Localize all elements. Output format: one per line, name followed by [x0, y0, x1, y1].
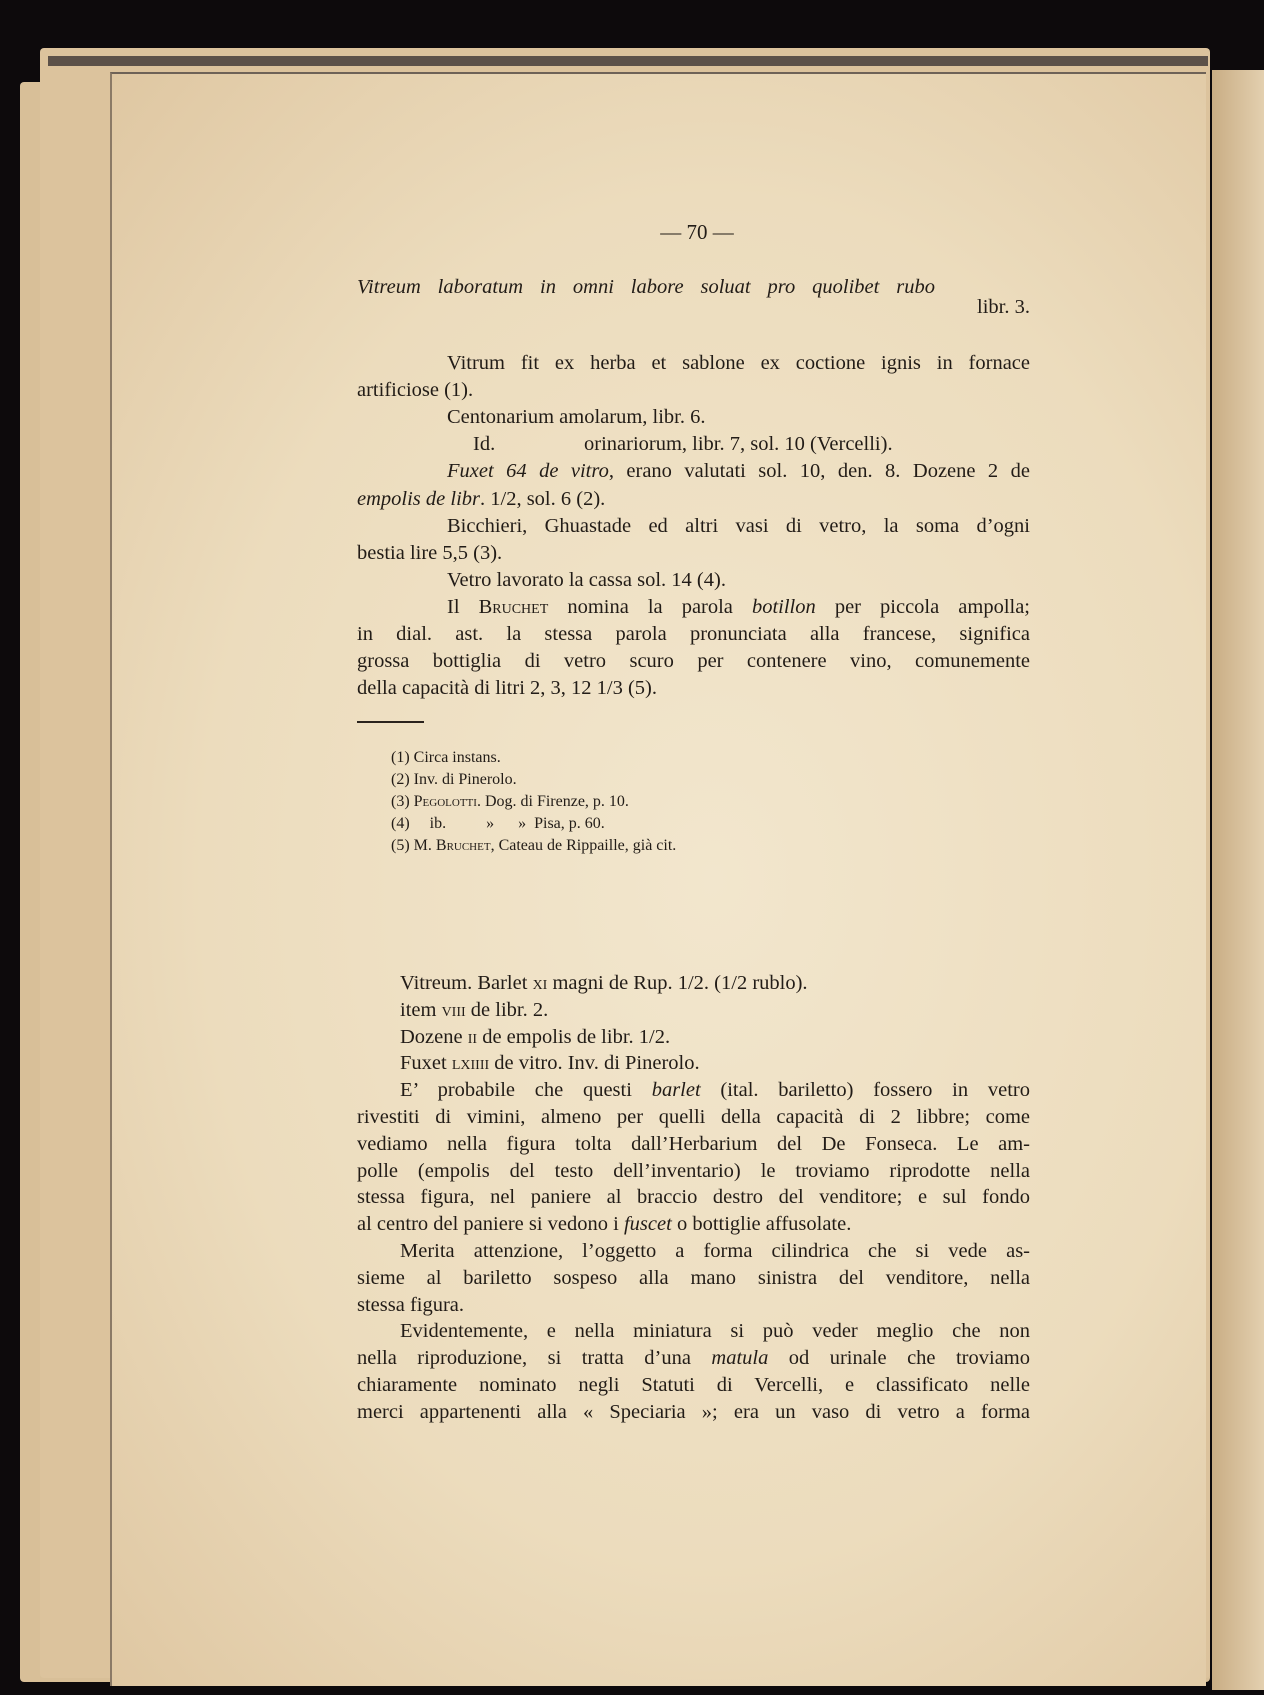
text-line [357, 1211, 1030, 1238]
text-segment: rivestiti di vimini, almeno per quelli della capacità di 2 libbre; come [357, 1106, 1030, 1128]
text-line [400, 997, 1030, 1024]
text-line [357, 1184, 1030, 1211]
text-segment: stessa figura. [357, 1293, 465, 1316]
text-segment: nella riproduzione, si tratta d’una [357, 1347, 712, 1370]
text-segment: magni de Rup. 1/2. (1/2 rublo). [547, 972, 808, 994]
text-line [357, 648, 1030, 675]
facing-page-edge [1212, 70, 1264, 1690]
text-segment: o bottiglie affusolate. [671, 1213, 852, 1236]
text-segment: artificiose (1). [357, 379, 474, 402]
text-segment: orinariorum, libr. 7, sol. 10 (Vercelli). [584, 433, 893, 456]
text-segment: bestia lire 5,5 (3). [357, 541, 503, 564]
page-shadow-band [48, 56, 1208, 66]
text-segment: (3) [391, 793, 414, 810]
smallcaps-segment: Bruchet [478, 595, 549, 618]
text-line [357, 1292, 1030, 1319]
smallcaps-segment: viii [441, 998, 466, 1021]
text-segment: Vetro lavorato la cassa sol. 14 (4). [447, 568, 726, 591]
text-segment: de vitro. Inv. di Pinerolo. [489, 1052, 700, 1075]
text-segment: Vitreum. Barlet [400, 972, 533, 994]
text-segment: grossa bottiglia di vetro scuro per contenere vino, comunemente [357, 650, 1030, 673]
text-segment: Merita attenzione, l’oggetto a forma cilindrica che si vede as- [400, 1240, 1030, 1262]
book-page [110, 72, 1206, 1686]
text-segment: . Dog. di Firenze, p. 10. [476, 793, 629, 810]
italic-segment: Fuxet 64 de vitro [447, 460, 609, 483]
text-segment: Dozene [400, 1025, 468, 1048]
smallcaps-segment: Pegolotti [413, 793, 477, 810]
text-segment: E’ probabile che questi [400, 1079, 652, 1102]
text-segment: in dial. ast. la stessa parola pronunciata alla francese, significa [357, 623, 1030, 645]
text-segment: Il [447, 595, 479, 618]
text-segment: al centro del paniere si vedono i [357, 1213, 624, 1236]
text-line [357, 1399, 1030, 1426]
text-line [357, 1131, 1030, 1158]
text-segment: . 1/2, sol. 6 (2). [480, 487, 606, 510]
heading-line: Vitreum laboratum in omni labore soluat pro quolibet rubo [357, 276, 935, 298]
footnote [391, 769, 517, 791]
footnote [391, 835, 676, 857]
text-line [447, 458, 1030, 485]
text-line [400, 1024, 1030, 1051]
text-segment: vediamo nella figura tolta dall’Herbarium del De Fonseca. Le am- [357, 1132, 1030, 1155]
text-line [447, 567, 1030, 594]
text-segment: (2) Inv. di Pinerolo. [391, 771, 517, 788]
text-line [447, 350, 1030, 377]
text-segment: Evidentemente, e nella miniatura si può veder meglio che non [400, 1320, 1030, 1343]
text-segment: od urinale che troviamo [768, 1347, 1030, 1370]
text-segment: item [400, 998, 442, 1021]
text-segment: de libr. 2. [465, 998, 549, 1021]
text-line [357, 377, 1030, 404]
text-segment: , erano valutati sol. 10, den. 8. Dozene 2 de [608, 460, 1030, 483]
footnote-rule [357, 721, 424, 723]
footnote [391, 813, 605, 835]
text-segment: de empolis de libr. 1/2. [477, 1025, 671, 1048]
text-segment: Vitrum fit ex herba et sablone ex coctione ignis in fornace [447, 352, 1030, 374]
text-segment: (5) M. [391, 837, 436, 854]
text-line [400, 1238, 1030, 1265]
text-segment: Id. [473, 433, 496, 456]
text-segment: sieme al bariletto sospeso alla mano sinistra del venditore, nella [357, 1266, 1030, 1289]
text-line [400, 1318, 1030, 1345]
text-segment: polle (empolis del testo dell’inventario) le troviamo riprodotte nella [357, 1159, 1030, 1182]
text-segment: stessa figura, nel paniere al braccio destro del venditore; e sul fondo [357, 1186, 1030, 1209]
text-line [357, 540, 1030, 567]
text-line [357, 1265, 1030, 1292]
text-segment: chiaramente nominato negli Statuti di Vercelli, e classificato nelle [357, 1374, 1030, 1396]
text-line [357, 675, 1030, 702]
text-line [357, 1372, 1030, 1399]
text-line [400, 1050, 1030, 1077]
text-segment: , Cateau de Rippaille, già cit. [490, 837, 677, 854]
text-segment: Centonarium amolarum, libr. 6. [447, 406, 706, 429]
smallcaps-segment: xi [532, 972, 548, 994]
text-line [357, 1104, 1030, 1131]
smallcaps-segment: ii [467, 1025, 478, 1048]
text-line [400, 970, 1030, 997]
text-segment: Bicchieri, Ghuastade ed altri vasi di vetro, la soma d’ogni [447, 514, 1030, 537]
text-line [400, 1077, 1030, 1104]
smallcaps-segment: lxiiii [451, 1052, 490, 1075]
text-line [447, 594, 1030, 621]
italic-segment: matula [711, 1347, 769, 1370]
page-number: — 70 — [660, 220, 734, 244]
footnote [391, 791, 629, 813]
italic-segment: fuscet [623, 1213, 672, 1236]
footnote [391, 747, 501, 769]
text-line [447, 513, 1030, 540]
italic-segment: empolis de libr [357, 487, 480, 510]
text-line [357, 621, 1030, 648]
text-segment: (1) Circa instans. [391, 749, 501, 766]
heading-price: libr. 3. [977, 296, 1030, 318]
italic-segment: barlet [651, 1079, 701, 1102]
text-segment: nomina la parola [548, 595, 752, 618]
text-line [357, 1158, 1030, 1185]
text-line [447, 404, 1030, 431]
text-segment: (ital. bariletto) fossero in vetro [700, 1079, 1030, 1102]
text-segment: merci appartenenti alla « Speciaria »; era un vaso di vetro a forma [357, 1400, 1030, 1423]
text-segment: Fuxet [400, 1052, 452, 1075]
text-line [357, 1345, 1030, 1372]
text-segment: per piccola ampolla; [815, 595, 1030, 618]
italic-segment: botillon [751, 595, 816, 618]
smallcaps-segment: Bruchet [435, 837, 491, 854]
text-line [357, 486, 1030, 513]
text-segment: della capacità di litri 2, 3, 12 1/3 (5). [357, 677, 658, 700]
text-segment: (4) ib. » » Pisa, p. 60. [391, 815, 605, 832]
